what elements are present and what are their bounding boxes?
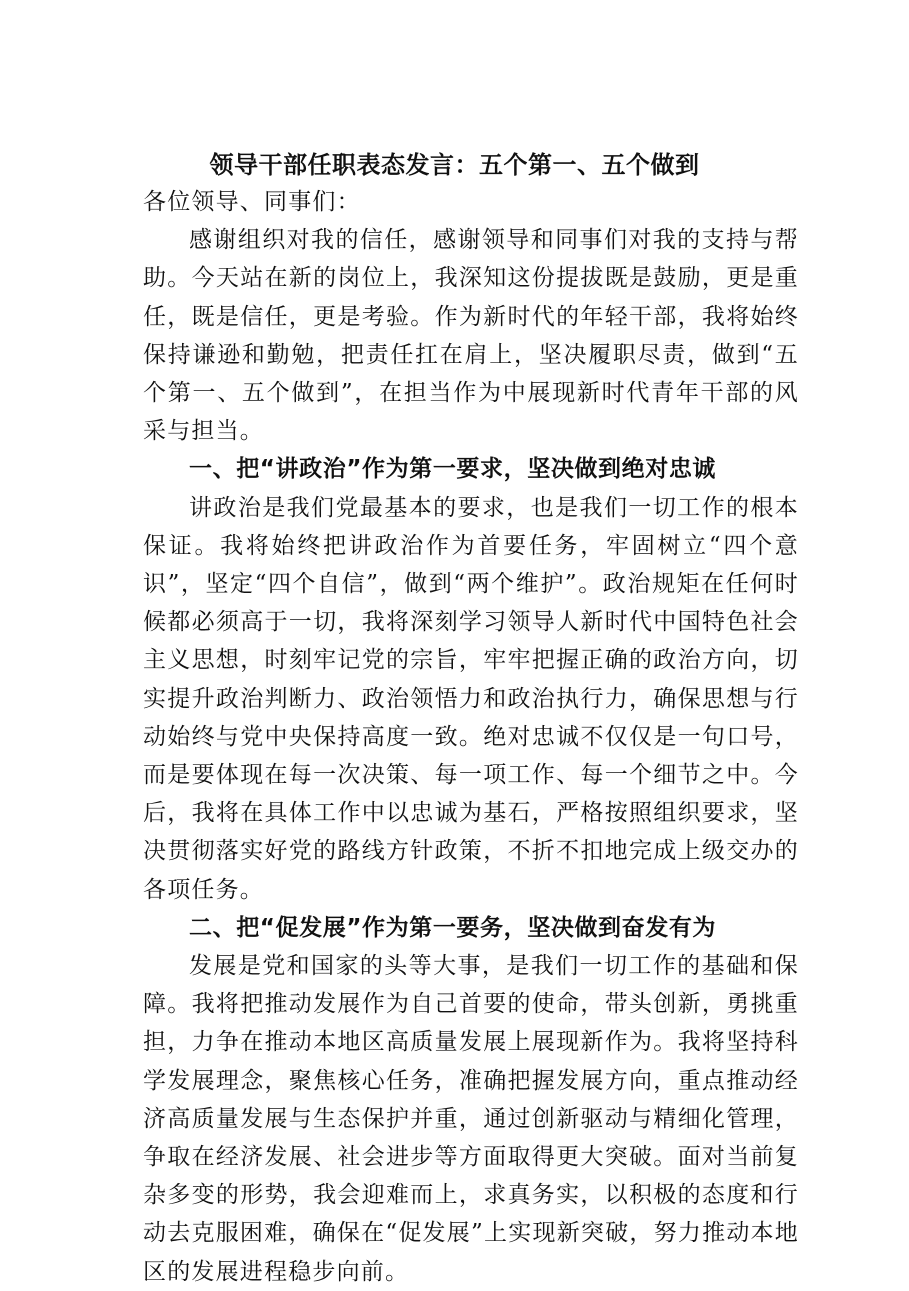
section-paragraph-1: 讲政治是我们党最基本的要求，也是我们一切工作的根本保证。我将始终把讲政治作为首要任务，牢固树立“四个意识”，坚定“四个自信”，做到“两个维护”。政治规矩在任何时候都必须高于一切，我将深刻学习领导人新时代中国特色社会主义思想，时刻牢记党的宗旨，牢牢把握正确的政治方向，切实提升政治判断力、政治领悟力和政治执行力，确保思想与行动始终与党中央保持高度一致。绝对忠诚不仅仅是一句口号，而是要体现在每一次决策、每一项工作、每一个细节之中。今后，我将在具体工作中以忠诚为基石，严格按照组织要求，坚决贯彻落实好党的路线方针政策，不折不扣地完成上级交办的各项任务。 [143,494,799,903]
document-title: 领导干部任职表态发言：五个第一、五个做到 [209,150,700,179]
section-paragraph-2: 发展是党和国家的头等大事，是我们一切工作的基础和保障。我将把推动发展作为自己首要的使命，带头创新，勇挑重担，力争在推动本地区高质量发展上展现新作为。我将坚持科学发展理念，聚焦核心任务，准确把握发展方向，重点推动经济高质量发展与生态保护并重，通过创新驱动与精细化管理，争取在经济发展、社会进步等方面取得更大突破。面对当前复杂多变的形势，我会迎难而上，求真务实，以积极的态度和行动去克服困难，确保在“促发展”上实现新突破，努力推动本地区的发展进程稳步向前。 [143,953,799,1285]
salutation: 各位领导、同事们： [143,189,361,215]
section-heading-2: 二、把“促发展”作为第一要务，坚决做到奋发有为 [189,914,717,941]
intro-paragraph: 感谢组织对我的信任，感谢领导和同事们对我的支持与帮助。今天站在新的岗位上，我深知这份提拔既是鼓励，更是重任，既是信任，更是考验。作为新时代的年轻干部，我将始终保持谦逊和勤勉，把责任扛在肩上，坚决履职尽责，做到“五个第一、五个做到”，在担当作为中展现新时代青年干部的风采与担当。 [143,227,799,445]
document-body [143,183,799,1291]
section-heading-1: 一、把“讲政治”作为第一要求，坚决做到绝对忠诚 [189,456,717,483]
